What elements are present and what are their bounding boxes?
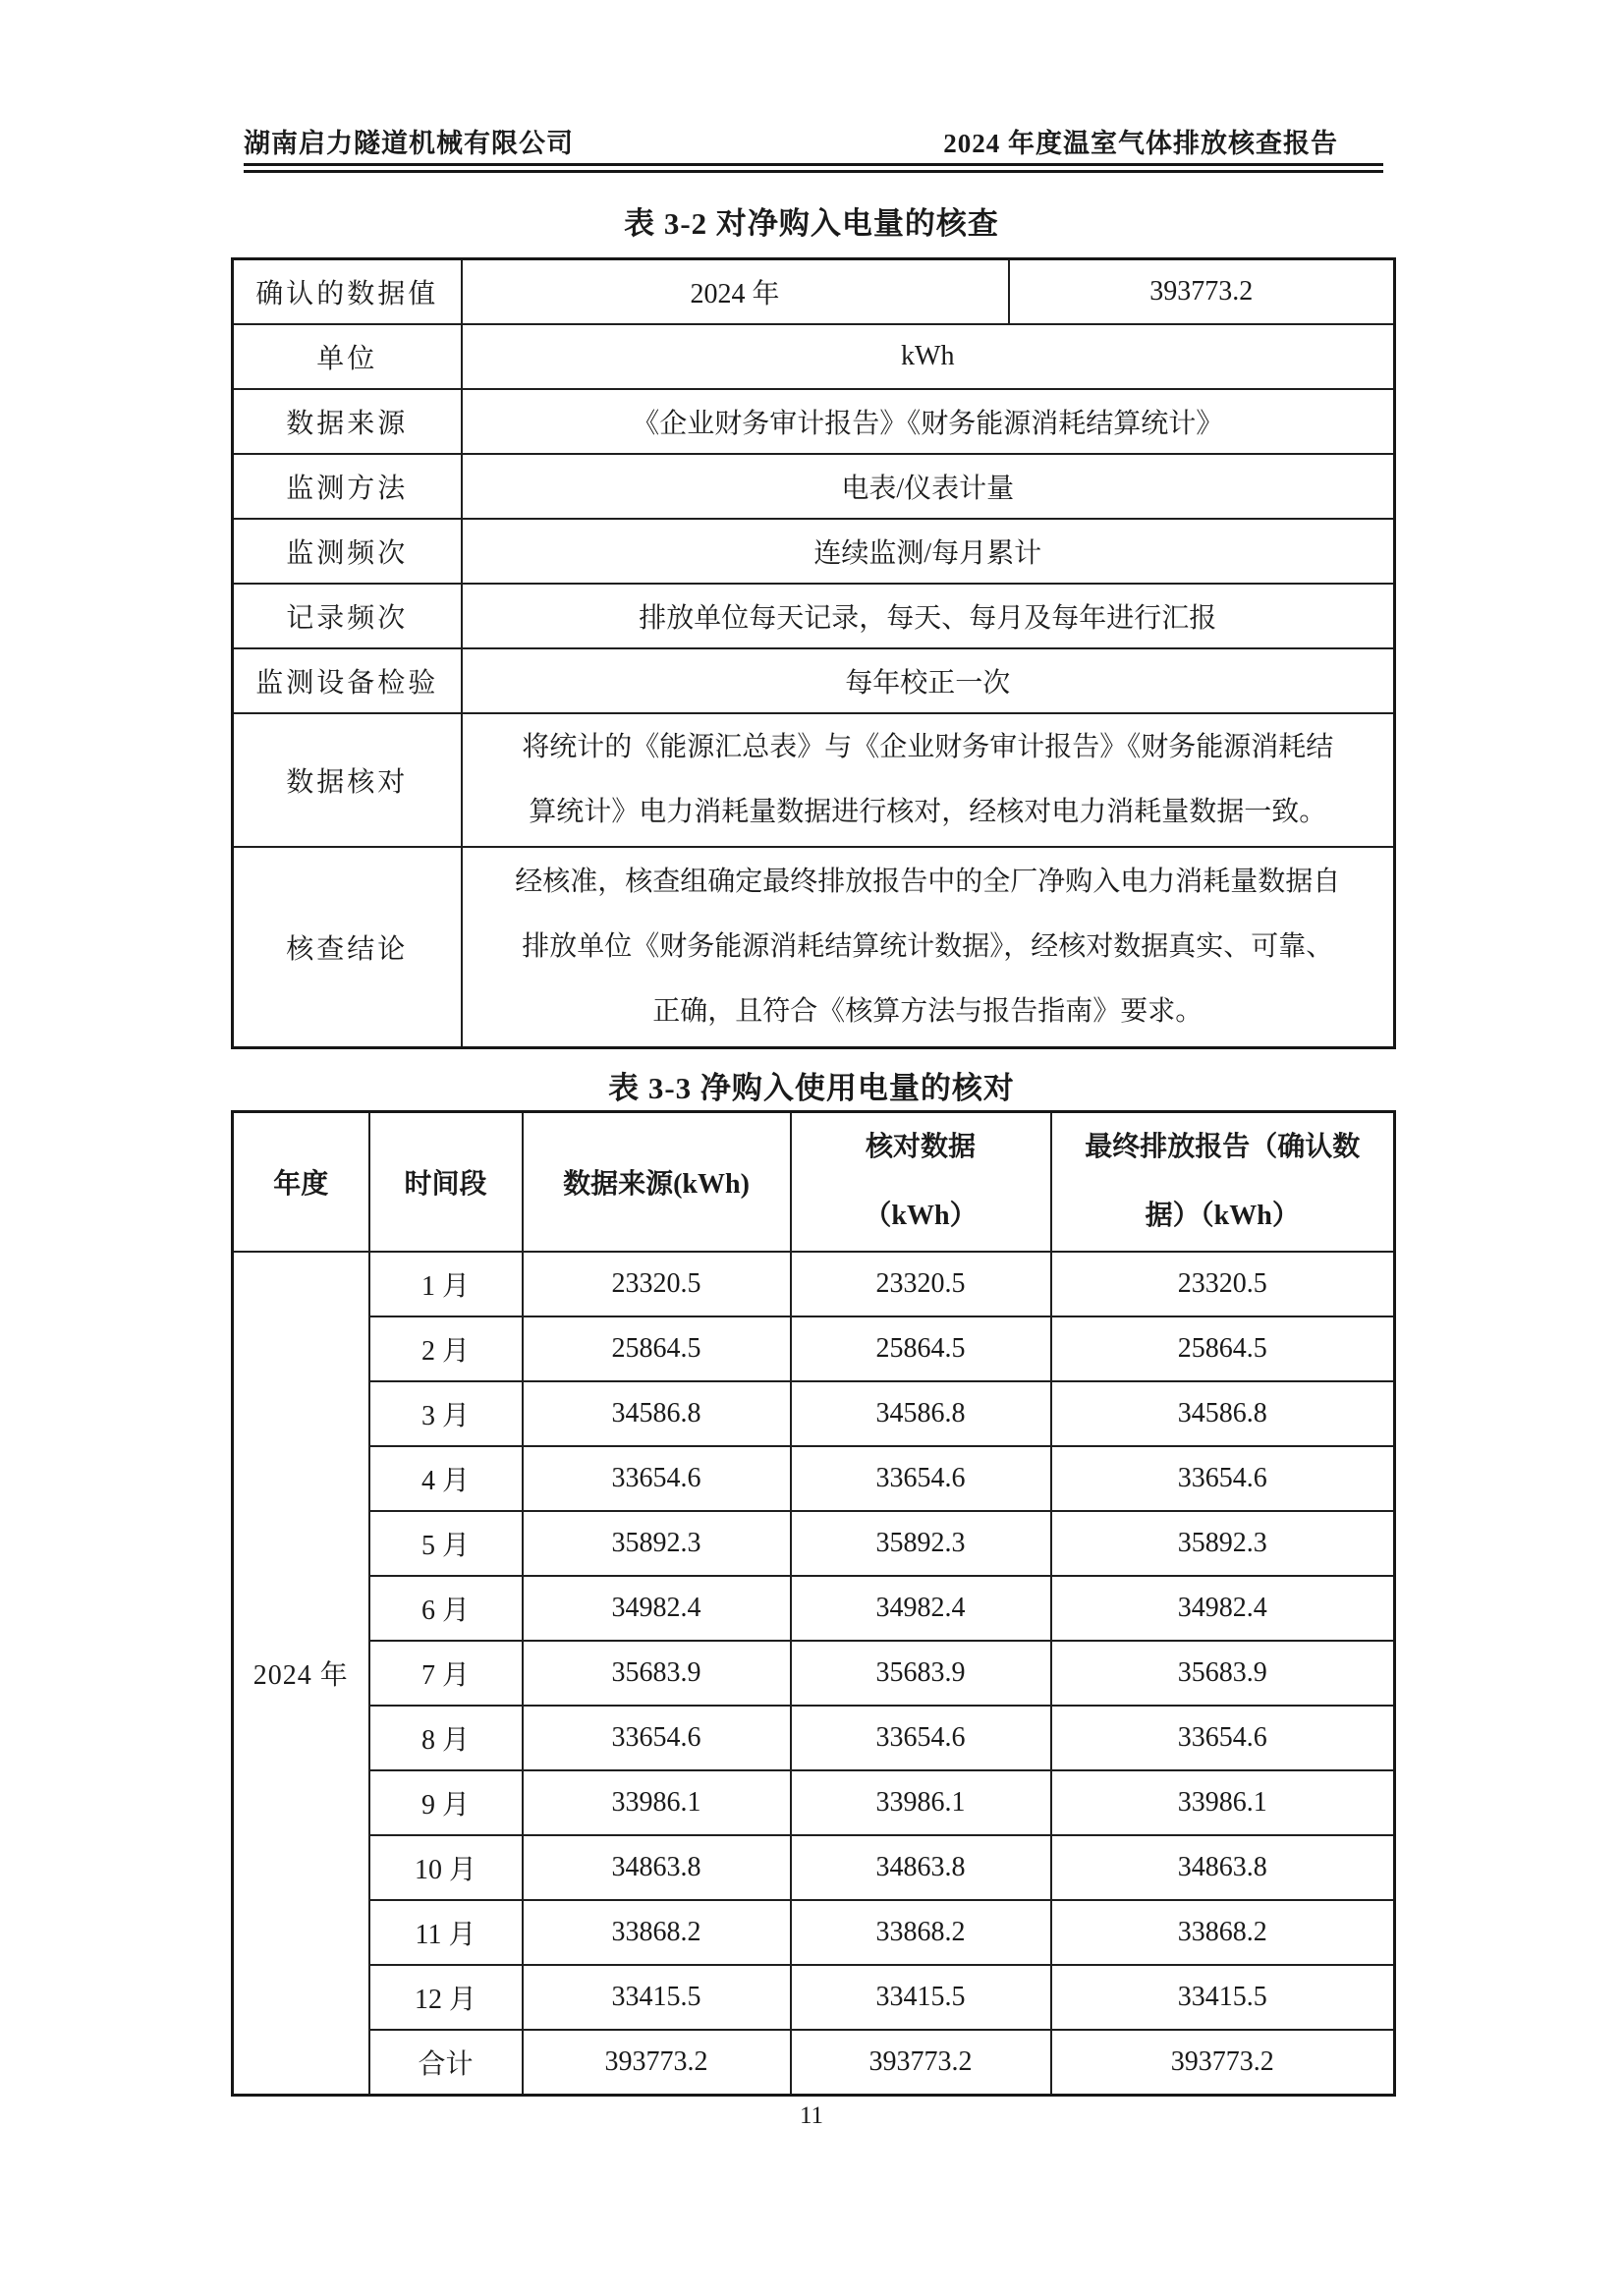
t33-cell-final: 34863.8 [1051, 1835, 1395, 1900]
t33-cell-final: 23320.5 [1051, 1252, 1395, 1316]
t32-row-conclusion [233, 847, 1395, 1048]
t33-row [233, 1511, 1395, 1576]
t33-cell-check: 33654.6 [791, 1446, 1051, 1511]
t33-cell-source: 25864.5 [523, 1316, 791, 1381]
t33-cell-check: 393773.2 [791, 2030, 1051, 2096]
t33-cell-check: 33654.6 [791, 1706, 1051, 1770]
t32-device-value: 每年校正一次 [462, 648, 1395, 713]
t33-body [233, 1252, 1395, 2096]
t32-confirmed-year: 2024 年 [462, 259, 1009, 325]
t33-row [233, 1835, 1395, 1900]
t33-cell-final: 34586.8 [1051, 1381, 1395, 1446]
t33-cell-check: 34863.8 [791, 1835, 1051, 1900]
t33-cell-source: 33415.5 [523, 1965, 791, 2030]
t32-row-source [233, 389, 1395, 454]
page-number: 11 [799, 2102, 824, 2129]
t33-cell-period: 4 月 [369, 1446, 523, 1511]
t33-cell-check: 34586.8 [791, 1381, 1051, 1446]
t33-cell-final: 25864.5 [1051, 1316, 1395, 1381]
t33-year-cell: 2024 年 [233, 1252, 369, 2096]
t33-cell-period: 1 月 [369, 1252, 523, 1316]
t33-row [233, 1576, 1395, 1641]
t33-cell-source: 35892.3 [523, 1511, 791, 1576]
text-line: 正确，且符合《核算方法与报告指南》要求。 [652, 996, 1203, 1027]
t33-row [233, 1252, 1395, 1316]
page-header [244, 122, 1383, 160]
t33-cell-source: 33654.6 [523, 1706, 791, 1770]
t33-cell-source: 34982.4 [523, 1576, 791, 1641]
header-company-name: 湖南启力隧道机械有限公司 [244, 129, 574, 158]
t33-cell-source: 34863.8 [523, 1835, 791, 1900]
t32-label-device: 监测设备检验 [233, 648, 462, 713]
t33-cell-check: 23320.5 [791, 1252, 1051, 1316]
text-line: 据）（kWh） [1145, 1201, 1300, 1231]
t33-cell-source: 33654.6 [523, 1446, 791, 1511]
t33-row [233, 1770, 1395, 1835]
t33-row [233, 1641, 1395, 1706]
t33-cell-final: 33868.2 [1051, 1900, 1395, 1965]
t33-header-period: 时间段 [369, 1112, 523, 1253]
text-line: 将统计的《能源汇总表》与《企业财务审计报告》《财务能源消耗结 [522, 732, 1334, 762]
t32-row-frequency [233, 519, 1395, 584]
t33-cell-period: 10 月 [369, 1835, 523, 1900]
t33-header-check [791, 1112, 1051, 1253]
text-line: 排放单位《财务能源消耗结算统计数据》，经核对数据真实、可靠、 [522, 931, 1334, 962]
t33-cell-final: 35892.3 [1051, 1511, 1395, 1576]
t33-cell-check: 33986.1 [791, 1770, 1051, 1835]
t32-label-source: 数据来源 [233, 389, 462, 454]
t33-cell-source: 35683.9 [523, 1641, 791, 1706]
t33-cell-final: 33654.6 [1051, 1446, 1395, 1511]
t33-row [233, 1446, 1395, 1511]
text-line: （kWh） [864, 1201, 978, 1231]
t33-row [233, 1706, 1395, 1770]
t32-method-value: 电表/仪表计量 [462, 454, 1395, 519]
t33-cell-period: 8 月 [369, 1706, 523, 1770]
header-double-rule [244, 163, 1383, 173]
t33-cell-period: 12 月 [369, 1965, 523, 2030]
t33-cell-check: 34982.4 [791, 1576, 1051, 1641]
text-line: 核对数据 [865, 1132, 976, 1162]
t33-row [233, 1381, 1395, 1446]
t33-cell-source: 33868.2 [523, 1900, 791, 1965]
t32-label-record: 记录频次 [233, 584, 462, 648]
t32-row-datacheck [233, 713, 1395, 847]
t32-row-unit [233, 324, 1395, 389]
t33-header-year: 年度 [233, 1112, 369, 1253]
t32-label-frequency: 监测频次 [233, 519, 462, 584]
t33-cell-source: 393773.2 [523, 2030, 791, 2096]
table-3-2 [231, 257, 1396, 1049]
table-3-2-title: 表 3-2 对净购入电量的核查 [624, 206, 999, 241]
t33-cell-check: 35892.3 [791, 1511, 1051, 1576]
t32-datacheck-text [462, 713, 1395, 847]
t33-cell-period: 9 月 [369, 1770, 523, 1835]
header-report-title: 2024 年度温室气体排放核查报告 [943, 129, 1338, 158]
t33-row [233, 1316, 1395, 1381]
t33-cell-period: 5 月 [369, 1511, 523, 1576]
t33-cell-period: 3 月 [369, 1381, 523, 1446]
table-3-3-title: 表 3-3 净购入使用电量的核对 [608, 1071, 1015, 1105]
t33-cell-source: 34586.8 [523, 1381, 791, 1446]
table-3-3 [231, 1110, 1396, 2097]
t33-cell-final: 33654.6 [1051, 1706, 1395, 1770]
text-line: 最终排放报告（确认数 [1085, 1132, 1361, 1162]
t33-cell-check: 33415.5 [791, 1965, 1051, 2030]
t33-row [233, 2030, 1395, 2096]
t32-record-value: 排放单位每天记录，每天、每月及每年进行汇报 [462, 584, 1395, 648]
t32-label-unit: 单位 [233, 324, 462, 389]
t32-row-method [233, 454, 1395, 519]
t33-header-row [233, 1112, 1395, 1253]
t33-header-source: 数据来源(kWh) [523, 1112, 791, 1253]
t32-unit-value: kWh [462, 324, 1395, 389]
t33-cell-check: 33868.2 [791, 1900, 1051, 1965]
t32-conclusion-text [462, 847, 1395, 1048]
t32-label-conclusion: 核查结论 [233, 847, 462, 1048]
t33-cell-check: 35683.9 [791, 1641, 1051, 1706]
t33-cell-period: 合计 [369, 2030, 523, 2096]
t33-cell-check: 25864.5 [791, 1316, 1051, 1381]
t33-cell-final: 34982.4 [1051, 1576, 1395, 1641]
t33-header-final [1051, 1112, 1395, 1253]
t32-label-method: 监测方法 [233, 454, 462, 519]
t33-cell-period: 11 月 [369, 1900, 523, 1965]
t32-label-confirmed: 确认的数据值 [233, 259, 462, 325]
t32-row-device [233, 648, 1395, 713]
t32-frequency-value: 连续监测/每月累计 [462, 519, 1395, 584]
t33-cell-final: 35683.9 [1051, 1641, 1395, 1706]
t33-cell-final: 393773.2 [1051, 2030, 1395, 2096]
t33-row [233, 1900, 1395, 1965]
t33-cell-final: 33986.1 [1051, 1770, 1395, 1835]
t33-cell-period: 2 月 [369, 1316, 523, 1381]
t32-confirmed-value: 393773.2 [1009, 259, 1395, 325]
t32-source-value: 《企业财务审计报告》《财务能源消耗结算统计》 [462, 389, 1395, 454]
t32-label-datacheck: 数据核对 [233, 713, 462, 847]
t33-cell-period: 7 月 [369, 1641, 523, 1706]
t33-row [233, 1965, 1395, 2030]
t33-cell-period: 6 月 [369, 1576, 523, 1641]
t33-cell-source: 33986.1 [523, 1770, 791, 1835]
t33-cell-final: 33415.5 [1051, 1965, 1395, 2030]
t33-cell-source: 23320.5 [523, 1252, 791, 1316]
text-line: 经核准，核查组确定最终排放报告中的全厂净购入电力消耗量数据自 [515, 867, 1341, 897]
t32-row-confirmed [233, 259, 1395, 325]
t32-row-record [233, 584, 1395, 648]
text-line: 算统计》电力消耗量数据进行核对，经核对电力消耗量数据一致。 [529, 797, 1327, 827]
